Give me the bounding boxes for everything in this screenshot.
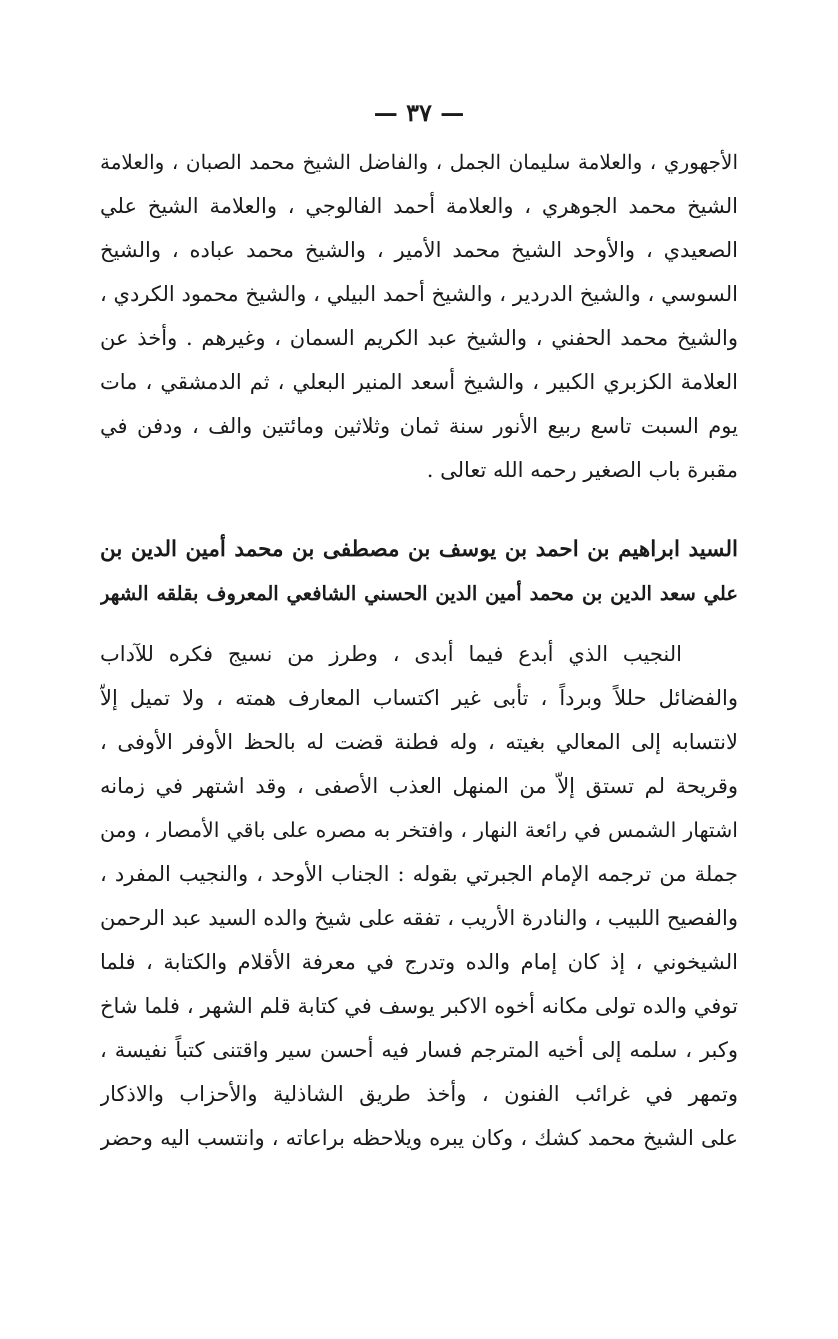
text-line: اشتهار الشمس في رائعة النهار ، وافتخر به مصره على باقي الأمصار ، ومن	[100, 818, 738, 842]
text-line: توفي والده تولى مكانه أخوه الاكبر يوسف في كتابة قلم الشهر ، فلما شاخ	[100, 994, 738, 1018]
text-line: السوسي ، والشيخ الدردير ، والشيخ أحمد البيلي ، والشيخ محمود الكردي ،	[100, 282, 738, 306]
paragraph-2	[100, 632, 738, 1160]
text-line: لانتسابه إلى المعالي بغيته ، وله فطنة قضت له بالحظ الأوفر الأوفى ،	[100, 730, 738, 754]
page-number: — ٣٧ —	[373, 98, 465, 127]
text-line: الشيخ محمد الجوهري ، والعلامة أحمد الفالوجي ، والعلامة الشيخ علي	[100, 194, 738, 218]
text-line: الأجهوري ، والعلامة سليمان الجمل ، والفاضل الشيخ محمد الصبان ، والعلامة	[100, 150, 738, 174]
text-line: والشيخ محمد الحفني ، والشيخ عبد الكريم السمان ، وغيرهم . وأخذ عن	[100, 326, 738, 350]
text-line: وقريحة لم تستق إلاّ من المنهل العذب الأصفى ، وقد اشتهر في زمانه	[100, 774, 738, 798]
text-line: على الشيخ محمد كشك ، وكان يبره ويلاحظه براعاته ، وانتسب اليه وحضر	[100, 1126, 738, 1150]
text-line: النجيب الذي أبدع فيما أبدى ، وطرز من نسيج فكره للآداب	[100, 642, 682, 666]
text-line: والفصيح اللبيب ، والنادرة الأريب ، تفقه على شيخ والده السيد عبد الرحمن	[100, 906, 738, 930]
heading-line: السيد ابراهيم بن احمد بن يوسف بن مصطفى بن محمد أمين الدين بن	[100, 537, 738, 562]
text-line: العلامة الكزبري الكبير ، والشيخ أسعد المنير البعلي ، ثم الدمشقي ، مات	[100, 370, 738, 394]
text-line: يوم السبت تاسع ربيع الأنور سنة ثمان وثلاثين ومائتين والف ، ودفن في	[100, 414, 738, 438]
text-line: وكبر ، سلمه إلى أخيه المترجم فسار فيه أحسن سير واقتنى كتباً نفيسة ،	[100, 1038, 738, 1062]
text-line: والفضائل حللاً وبرداً ، تأبى غير اكتساب المعارف همته ، ولا تميل إلاّ	[100, 686, 738, 710]
heading-line: علي سعد الدين بن محمد أمين الدين الحسني الشافعي المعروف بقلقه الشهر	[100, 582, 738, 605]
text-line: وتمهر في غرائب الفنون ، وأخذ طريق الشاذلية والأحزاب والاذكار	[100, 1082, 738, 1106]
biography-heading	[100, 528, 738, 616]
text-line: مقبرة باب الصغير رحمه الله تعالى .	[426, 458, 738, 482]
text-line: الشيخوني ، إذ كان إمام والده وتدرج في معرفة الأقلام والكتابة ، فلما	[100, 950, 738, 974]
paragraph-1	[100, 140, 738, 492]
text-line: جملة من ترجمه الإمام الجبرتي بقوله : الجناب الأوحد ، والنجيب المفرد ،	[100, 862, 738, 886]
text-line: الصعيدي ، والأوحد الشيخ محمد الأمير ، والشيخ محمد عباده ، والشيخ	[100, 238, 738, 262]
